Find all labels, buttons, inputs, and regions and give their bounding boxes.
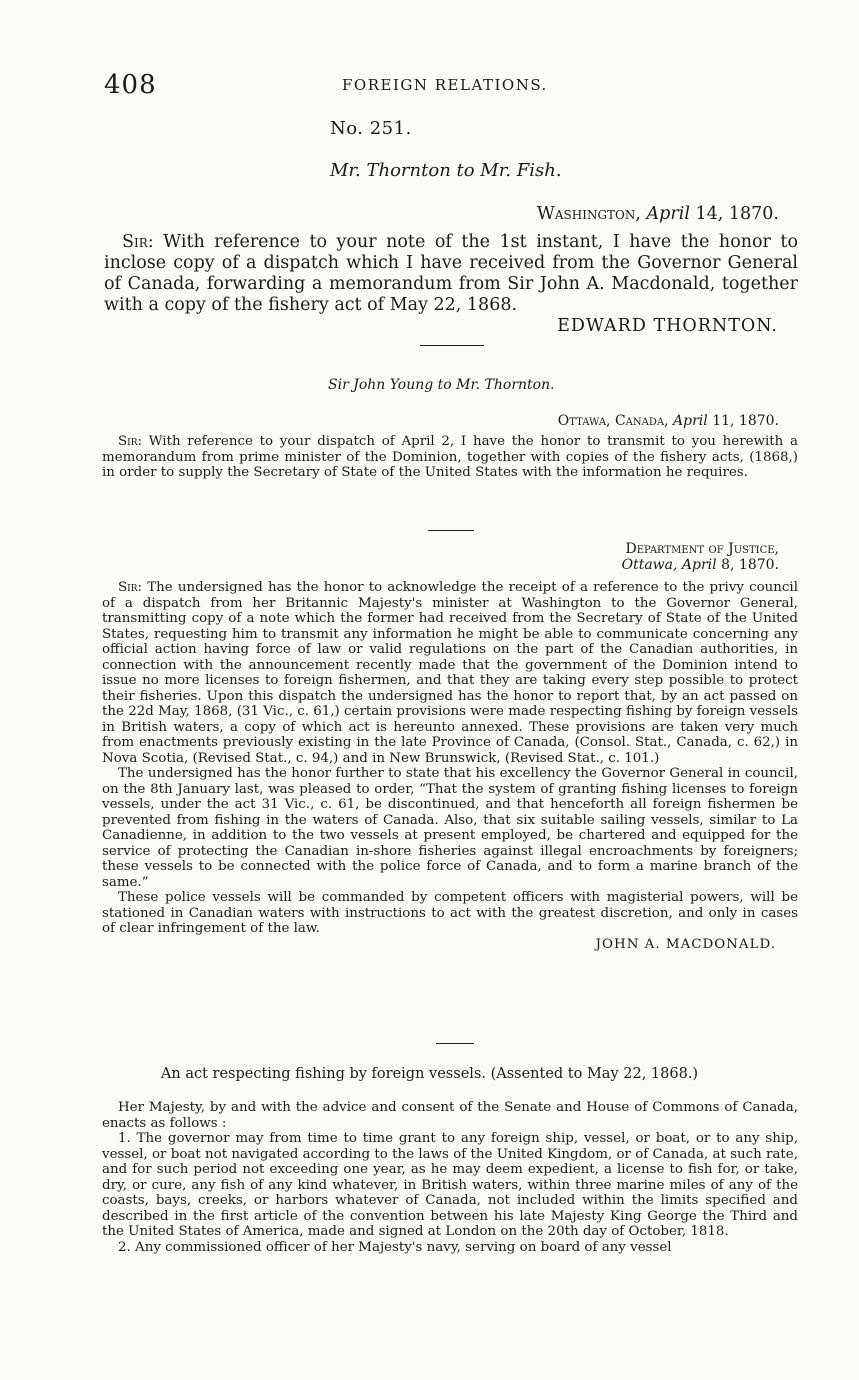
act-section-1: 1. The governor may from time to time grant to any foreign ship, vessel, or boat, or to any ship, vessel, or boat not navigated according to the laws of the United Kingdom, or of Canada, at such rate, and for such period not exceeding one year, as he may deem expedient, a license to fish for, or take, dry, or cure, any fish of any kind whatever, in British waters, within three marine miles of any of the coasts, bays, creeks, or harbors whatever of Canada, not included within the limits specified and described in the first article of the convention between his late Majesty King George the Third and the United States of America, made and signed at London on the 20th day of October, 1818. (102, 1131, 798, 1239)
dispatch-signature: EDWARD THORNTON. (557, 316, 778, 336)
memo-heading: Department of Justice, Ottawa, April 8, 1870. (621, 541, 779, 573)
section-divider (436, 1043, 474, 1044)
act-section-2: 2. Any commissioned officer of her Majesty's navy, serving on board of any vessel (118, 1239, 672, 1255)
memo-body: Sir: The undersigned has the honor to acknowledge the receipt of a reference to the privy council of a dispatch from her Britannic Majesty's minister at Washington to the Governor General, transmitting copy of a note which the former had received from the Secretary of State of the United States, requesting him to transmit any information he might be able to communicate concerning any official action having force of law or valid regulations on the part of the Canadian authorities, in connection with the announcement recently made that the government of the Dominion intend to issue no more licenses to foreign fishermen, and that they are taking every step possible to protect their fisheries. Upon this dispatch the undersigned has the honor to report that, by an act passed on the 22d May, 1868, (31 Vic., c. 61,) certain provisions were made respecting fishing by foreign vessels in British waters, a copy of which act is hereunto annexed. These provisions are taken very much from enactments previously existing in the late Province of Canada, (Consol. Stat., Canada, c. 62,) in Nova Scotia, (Revised Stat., c. 94,) and in New Brunswick, (Revised Stat., c. 101.) The undersigned has the honor further to state that his excellency the Governor General in council, on the 8th January last, was pleased to order, “That the system of granting fishing licenses to foreign vessels, under the act 31 Vic., c. 61, be discontinued, and that henceforth all foreign fishermen be prevented from fishing in the waters of Canada. Also, that six suitable sailing vessels, similar to La Canadienne, in addition to the two vessels at present employed, be chartered and equipped for the service of protecting the Canadian in-shore fisheries against illegal encroachments by foreigners; these vessels to be connected with the police force of Canada, and to form a marine branch of the same.” These police vessels will be commanded by competent officers with magisterial powers, will be stationed in Canadian waters with instructions to act with the greatest discretion, and only in cases of clear infringement of the law. JOHN A. MACDONALD. (102, 580, 798, 952)
memo-signature: JOHN A. MACDONALD. (595, 936, 776, 952)
page-header (104, 70, 797, 100)
letter-dateline: Ottawa, Canada, April 11, 1870. (557, 413, 779, 429)
section-divider (428, 530, 474, 531)
dispatch-dateline: Washington, April 14, 1870. (536, 204, 779, 224)
act-body (102, 1100, 798, 1255)
running-title: FOREIGN RELATIONS. (342, 76, 548, 94)
section-divider (420, 345, 484, 346)
memo-paragraph: The undersigned has the honor further to state that his excellency the Governor General in council, on the 8th January last, was pleased to order, “That the system of granting fishing licenses to foreign vessels, under the act 31 Vic., c. 61, be discontinued, and that henceforth all foreign fishermen be prevented from fishing in the waters of Canada. Also, that six suitable sailing vessels, similar to La Canadienne, in addition to the two vessels at present employed, be chartered and equipped for the service of protecting the Canadian in-shore fisheries against illegal encroachments by foreigners; these vessels to be connected with the police force of Canada, and to form a marine branch of the same.” (102, 766, 798, 890)
letter-title: Sir John Young to Mr. Thornton. (328, 377, 555, 393)
act-title: An act respecting fishing by foreign vessels. (Assented to May 22, 1868.) (160, 1066, 699, 1082)
dispatch-number: No. 251. (330, 118, 412, 139)
act-intro: Her Majesty, by and with the advice and consent of the Senate and House of Commons of Canada, enacts as follows : (102, 1100, 798, 1131)
memo-paragraph: These police vessels will be commanded by competent officers with magisterial powers, will be stationed in Canadian waters with instructions to act with the greatest discretion, and only in cases of clear infringement of the law. (102, 890, 798, 936)
dispatch-body: Sir: With reference to your note of the 1st instant, I have the honor to inclose copy of a dispatch which I have received from the Governor General of Canada, forwarding a memorandum from Sir John A. Macdonald, together with a copy of the fishery act of May 22, 1868. EDWARD THORNTON. (104, 232, 798, 336)
letter-body: Sir: With reference to your dispatch of April 2, I have the honor to transmit to you herewith a memorandum from prime minister of the Dominion, together with copies of the fishery acts, (1868,) in order to supply the Secretary of State of the United States with the information he requires. (102, 434, 798, 480)
dispatch-title: Mr. Thornton to Mr. Fish. (330, 160, 562, 181)
page-number: 408 (104, 70, 157, 100)
